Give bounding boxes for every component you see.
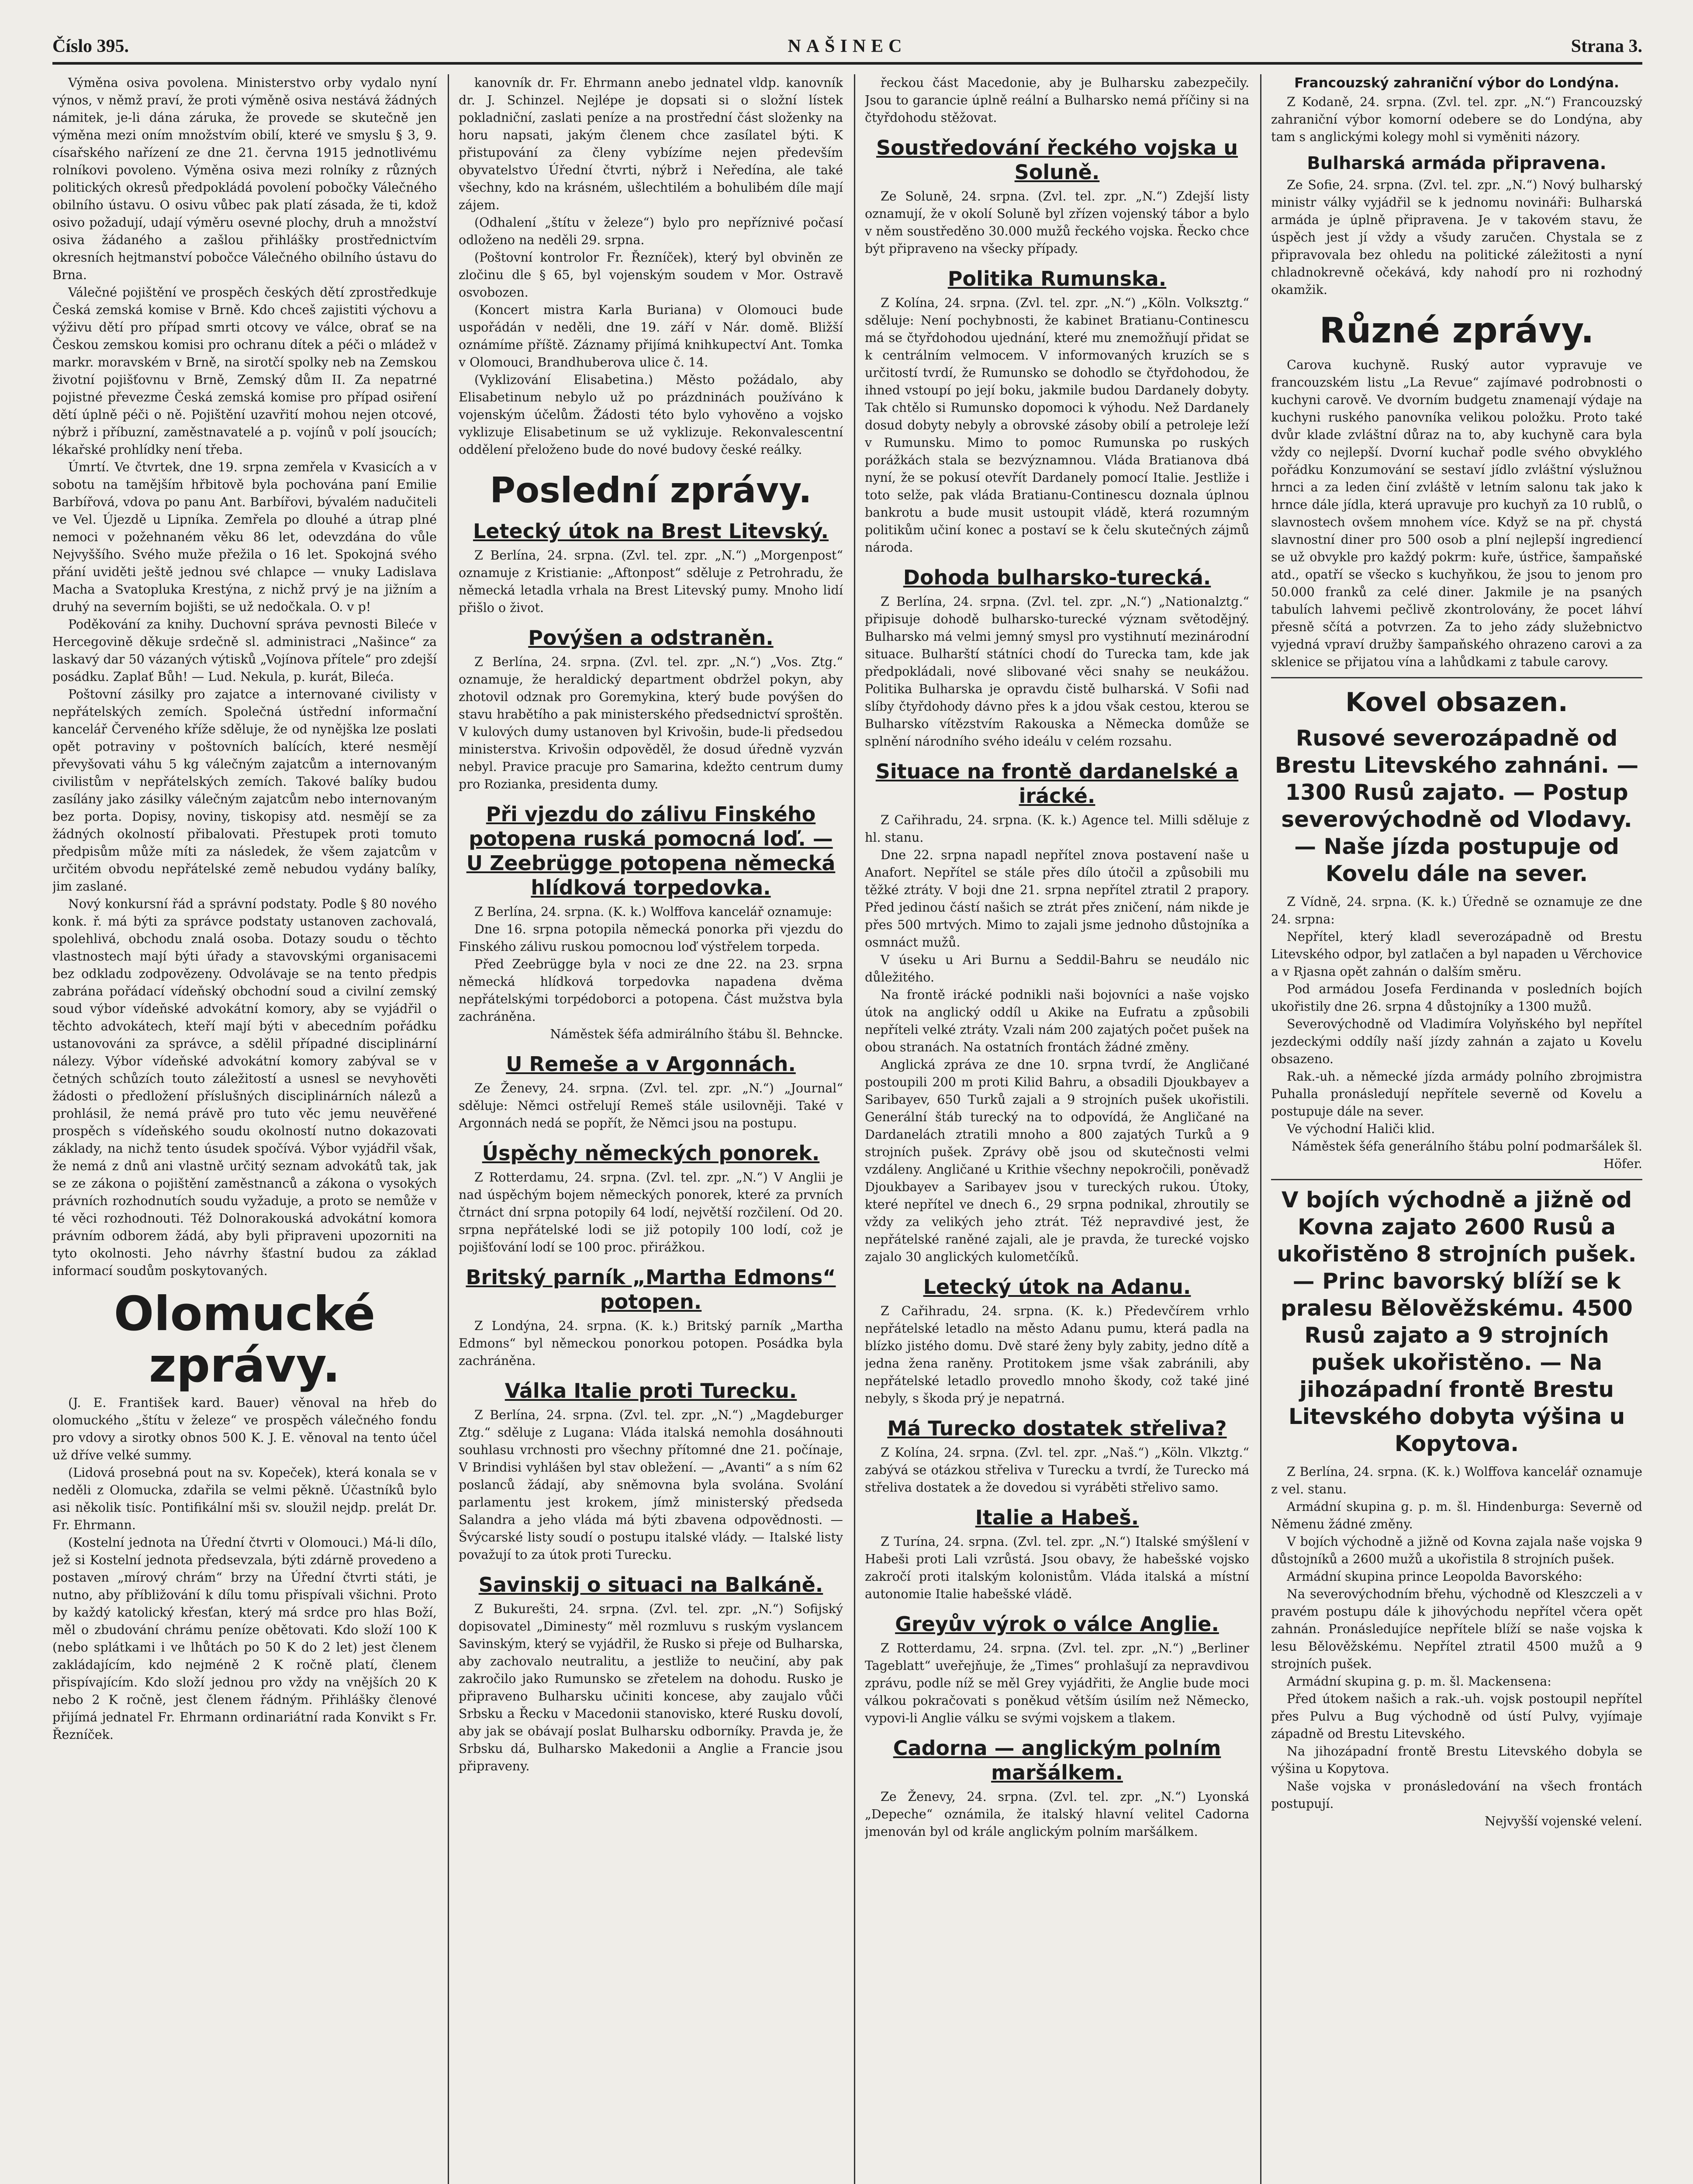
paragraph: (J. E. František kard. Bauer) věnoval na hřeb do olomuckého „štítu v železe“ ve prospěch válečného fondu pro vdovy a sirotky obnos 500 K. J. E. věnoval na tento účel už dříve velké summy. (52, 1396, 437, 1462)
paragraph: Z Berlína, 24. srpna. (K. k.) Wolffova kancelář oznamuje z vel. stanu. (1271, 1465, 1642, 1496)
paragraph: Ze Ženevy, 24. srpna. (Zvl. tel. zpr. „N.“) „Journal“ sděluje: Němci ostřelují Remeš stále usilovněji. Také v Argonnách nedá se popřít, že Němci jsou na postupu. (459, 1081, 843, 1130)
paragraph: Z Cařihradu, 24. srpna. (K. k.) Předevčírem vrhlo nepřátelské letadlo na město Adanu pumu, která padla na blízko jistého domu. Dvě staré ženy byly zabity, jedno dítě a jedna žena raněny. Protitokem jsme však zabránili, aby nepřátelské letadlo provedlo mnoho škody, což také jiné nebyly, s škoda prý je nepatrná. (865, 1304, 1249, 1406)
paragraph: Z Berlína, 24. srpna. (Zvl. tel. zpr. „N.“) „Morgenpost“ oznamuje z Kristianie: „Aftonpost“ sděluje z Petrohradu, že německá letadla vrhala na Brest Litevský pumy. Mnoho lidí přišlo o život. (459, 548, 843, 615)
paragraph: (Poštovní kontrolor Fr. Řezníček), který byl obviněn ze zločinu dle § 65, byl vojenským soudem v Mor. Ostravě osvobozen. (459, 250, 843, 300)
headline: Úspěchy německých ponorek. (482, 1141, 820, 1165)
headline: Soustředování řeckého vojska u Soluně. (876, 136, 1238, 184)
divider (1271, 1179, 1642, 1180)
paragraph: V bojích východně a jižně od Kovna zajala naše vojska 9 důstojníků a 2600 mužů a ukořistila 8 strojních pušek. (1271, 1534, 1642, 1566)
paragraph: Z Berlína, 24. srpna. (Zvl. tel. zpr. „N.“) „Nationalztg.“ připisuje dohodě bulharsko-turecké význam světodějný. Bulharsko má velmi jemný smysl pro vystihnutí mezinárodní situace. Bulharští státníci chodí do Turecka tam, kde jak předpokládali, nové slibované věci snahy se neukážou. Politika Bulharska je opravdu čistě bulharská. V Sofii nad slíby čtyřdohody dávno přes k a jdou však cestou, kterou se Bulharsko vítězstvím Rakouska a Německa domůže se splnění národního svého ideálu v celém rozsahu. (865, 594, 1249, 749)
signature-line: Náměstek šéfa generálního štábu polní podmaršálek šl. Höfer. (1291, 1139, 1642, 1171)
paragraph: řeckou část Macedonie, aby je Bulharsku zabezpečily. Jsou to garancie úplně reální a Bulharsko nemá příčiny si na čtyřdohodu stěžovat. (865, 76, 1249, 125)
paragraph: Na jihozápadní frontě Brestu Litevského dobyla se výšina u Kopytova. (1271, 1744, 1642, 1776)
headline: Kovel obsazen. (1345, 687, 1568, 718)
paragraph: Anglická zpráva ze dne 10. srpna tvrdí, že Angličané postoupili 200 m proti Kilid Bahru, a obsadili Djoukbayev a Saribayev, 650 Turků zajali a 9 strojních pušek ukořistili. Generální štáb turecký na to odpovídá, že Angličané na Dardanelách ztratili mnoho a 800 zajatých Turků a 9 strojních pušek. Zprávy obě jsou od skutečnosti velmi vzdáleny. Angličané u Krithie všechny nepokročili, poněvadž Djoukbayev a Saribayev jsou v tureckých rukou. Útoky, které nepřítel ve dnech 6., 29 srpna podnikal, zhroutily se vždy za velikých jeho ztrát. Též nepravdivé jest, že nepřátelské raněné zajali, ale je pravda, že turecké vojsko zajalo 30 anglických kulometčíků. (865, 1057, 1249, 1264)
headline: Situace na frontě dardanelské a irácké. (875, 760, 1239, 808)
paragraph: Ze Soluně, 24. srpna. (Zvl. tel. zpr. „N.“) Zdejší listy oznamují, že v okolí Soluně byl zřízen vojenský tábor a bylo v něm soustředěno 30.000 mužů řeckého vojska. Řecko chce být připraveno na všecky případy. (865, 189, 1249, 256)
headline: Italie a Habeš. (975, 1506, 1139, 1529)
paragraph: Před útokem našich a rak.-uh. vojsk postoupil nepřítel přes Pulvu a Bug východně od ústí Pulvy, vyjímaje západně od Brestu Litevského. (1271, 1692, 1642, 1741)
subheadline: V bojích východně a jižně od Kovna zajato 2600 Rusů a ukořistěno 8 strojních pušek. — Princ bavorský blíží se k pralesu Bělověžskému. 4500 Rusů zajato a 9 strojních pušek ukořistěno. — Na jihozápadní frontě Brestu Litevského dobyta výšina u Kopytova. (1277, 1187, 1637, 1456)
column-rule (854, 74, 855, 2184)
column-rule (1260, 74, 1261, 2184)
paragraph: Ve východní Haliči klid. (1287, 1122, 1435, 1136)
paragraph: Z Kolína, 24. srpna. (Zvl. tel. zpr. „Naš.“) „Köln. Vlkztg.“ zabývá se otázkou střeliva v Turecku a tvrdí, že Turecko má střeliva dostatek a že dovedou si vyráběti střelivo samo. (865, 1445, 1249, 1495)
section-heading: Různé zprávy. (1319, 310, 1594, 351)
subheadline: Francouzský zahraniční výbor do Londýna. (1294, 75, 1619, 91)
paragraph: (Lidová prosebná pout na sv. Kopeček), která konala se v neděli z Olomucka, zdařila se velmi pěkně. Účastníků bylo asi několik tisíc. Pontifikální mši sv. sloužil nejdp. prelát Dr. Fr. Ehrmann. (52, 1465, 437, 1532)
paragraph: Dne 16. srpna potopila německá ponorka při vjezdu do Finského zálivu ruskou pomocnou loď výstřelem torpeda. (459, 922, 843, 954)
column-rule (448, 74, 449, 2184)
paragraph: Severovýchodně od Vladimíra Volyňského byl nepřítel jezdeckými oddíly naší jízdy zahnán a zajato u Kovelu obsazeno. (1271, 1017, 1642, 1066)
paragraph: Na frontě irácké podnikli naši bojovníci a naše vojsko útok na anglický oddíl u Akike na Eufratu a způsobili nepříteli velké ztráty. Vzali nám 200 zajatých počet pušek na obou stranách. Na ostatních frontách žádné změny. (865, 988, 1249, 1054)
section-heading: Poslední zprávy. (490, 470, 812, 511)
headline: Politika Rumunska. (947, 267, 1167, 290)
paragraph: Ze Ženevy, 24. srpna. (Zvl. tel. zpr. „N.“) Lyonská „Depeche“ oznámila, že italský hlavní velitel Cadorna jmenován byl od krále anglickým polním maršálkem. (865, 1790, 1249, 1839)
paragraph: Na severovýchodním břehu, východně od Kleszczeli a v pravém postupu dále k jihovýchodu nepřítel včera opět zahnán. Pronásledujíce nepřítele blíží se naše vojska k lesu Bělověžskému. Nepřítel ztratil 4500 mužů a 9 strojních pušek. (1271, 1587, 1642, 1671)
signature-line: Nejvyšší vojenské velení. (1485, 1814, 1642, 1828)
headline: Letecký útok na Adanu. (923, 1275, 1191, 1299)
paragraph: Z Kodaně, 24. srpna. (Zvl. tel. zpr. „N.“) Francouzský zahraniční výbor komorní odebere se do Londýna, aby tam s anglickými kolegy mohl si vyměniti názory. (1271, 95, 1642, 144)
paragraph: Ze Sofie, 24. srpna. (Zvl. tel. zpr. „N.“) Nový bulharský ministr války vyjádřil se k jednomu novináři: Bulharská armáda je úplně připravena. Je v takovém stavu, že úspěch jest jí vždy a všudy zaručen. Chystala se z připravovala bez ohledu na politické záležitosti a nyní chladnokrevně očekává, kdy nahodí pro ni rozhodný okamžik. (1271, 178, 1642, 297)
paragraph: Armádní skupina g. p. m. šl. Hindenburga: Severně od Němenu žádné změny. (1271, 1500, 1642, 1531)
headline: Při vjezdu do zálivu Finského potopena ruská pomocná loď. — U Zeebrügge potopena německá hlídková torpedovka. (466, 802, 836, 899)
paragraph: (Odhalení „štítu v železe“) bylo pro nepříznivé počasí odloženo na neděli 29. srpna. (459, 215, 843, 247)
paragraph: kanovník dr. Fr. Ehrmann anebo jednatel vldp. kanovník dr. J. Schinzel. Nejlépe je dopsati si o složní lístek pokladniční, zaslati peníze a na prostřední část složenky na horu napsati, jakým členem chce zasílatel býti. K přistupování za členy vybízíme nejen především obyvatelstvo Úřední čtvrti, nýbrž i Neředína, ale také všechny, kdo na krásném, ušlechtilém a bohulibém díle mají zájem. (459, 76, 843, 212)
paragraph: Z Berlína, 24. srpna. (K. k.) Wolffova kancelář oznamuje: (474, 905, 832, 919)
paragraph: Z Bukurešti, 24. srpna. (Zvl. tel. zpr. „N.“) Sofijský dopisovatel „Diminesty“ měl rozmluvu s ruským vyslancem Savinským, který se vyjádřil, že Rusko si přeje od Bulharska, aby zachovalo neutralitu, a jestliže to neučiní, aby pak zakročilo jako Rumunsko se zřetelem na dohodu. Rusko je připraveno Bulharsku učiniti koncese, aby zaujalo vůči Srbsku a Řecku v Macedonii stanovisko, které Rusku dovolí, aby jak se obávají poslat Bulharsku odborníky. Pravda je, že Srbsku dá, Bulharsko Makedonii a Anglie a Francie jsou připraveny. (459, 1602, 843, 1773)
issue-number: Číslo 395. (52, 36, 129, 56)
paragraph: Výměna osiva povolena. Ministerstvo orby vydalo nyní výnos, v němž praví, že proti výměně osiva nestává žádných námitek, je-li dána záruka, že provede se skutečně jen výměna mezi oním množstvím obilí, které ve smyslu § 3, 9. císařského nařízení ze dne 21. června 1915 jednotlivému rolníkovi povoleno. Výměna osiva mezi rolníky z různých politických okresů předpokládá povolení pobočky Válečného obilního ústavu. O osivu vůbec pak platí zásada, že ti, kdož osivo požadují, udají výměru osevné plochy, druh a množství osiva žádaného a zašlou přihlášky prostřednictvím okresních hejtmanství pobočce Válečného obilního ústavu do Brna. (52, 76, 437, 282)
section-heading: Olomucké zprávy. (114, 1287, 376, 1393)
newspaper-title: NAŠINEC (788, 36, 907, 56)
headline: U Remeše a v Argonnách. (506, 1052, 796, 1076)
signature-line: Náměstek šéfa admirálního štábu šl. Behncke. (550, 1027, 843, 1041)
headline: Má Turecko dostatek střeliva? (887, 1417, 1227, 1440)
divider (1271, 677, 1642, 678)
paragraph: (Kostelní jednota na Úřední čtvrti v Olomouci.) Má-li dílo, jež si Kostelní jednota předsevzala, býti zdárně provedeno a postaven „mírový chrám“ brzy na Úřední čtvrti státi, je nutno, aby příbližování k dílu tomu přispívali všichni. Proto by každý katolický křesťan, který má srdce pro hlas Boží, měl o zbudování chrámu peníze obětovati. Kdo složí 100 K (nebo splátkami i ve lhůtách po 50 K do 2 let) jest členem zakládajícím, kdo nejméně 2 K ročně platí, členem přispívajícím. Kdo složí jednou pro vždy na vnějších 20 K nebo 2 K ročně, jest členem řádným. Přihlášky členové přijímá jednatel Fr. Ehrmann ordinariátní rada Konvikt s Fr. Řezníček. (52, 1535, 437, 1742)
column-1 (52, 74, 437, 2184)
headline: Povýšen a odstraněn. (528, 626, 774, 650)
page-header (52, 31, 1642, 65)
paragraph: Armádní skupina g. p. m. šl. Mackensena: (1287, 1674, 1551, 1689)
headline: Greyův výrok o válce Anglie. (895, 1612, 1219, 1636)
subheadline: Rusové severozápadně od Brestu Litevského zahnáni. — 1300 Rusů zajato. — Postup severovýchodně od Vlodavy. — Naše jízda postupuje od Kovelu dále na sever. (1275, 726, 1639, 886)
paragraph: Z Londýna, 24. srpna. (K. k.) Britský parník „Martha Edmons“ byl německou ponorkou potopen. Posádka byla zachráněna. (459, 1319, 843, 1368)
paragraph: Z Turína, 24. srpna. (Zvl. tel. zpr. „N.“) Italské smýšlení v Habeši proti Lali vzrůstá. Jsou obavy, že habešské vojsko zakročí proti italským kolonistům. Vláda italská a místní autonomie Italie habešské vládě. (865, 1534, 1249, 1601)
paragraph: Před Zeebrügge byla v noci ze dne 22. na 23. srpna německá hlídková torpedovka napadena dvěma nepřátelskými torpédoborci a potopena. Část mužstva byla zachráněna. (459, 957, 843, 1024)
paragraph: Dne 22. srpna napadl nepřítel znova postavení naše u Anafort. Nepřítel se stále přes dílo útočil a způsobili mu těžké ztráty. V boji dne 21. srpna nepřítel ztratil 2 prapory. Před jedinou částí našich se ztrát přes zničení, nám nikde je přes 500 mrtvých. Mimo to zajali jsme jednoho důstojníka a osmnáct mužů. (865, 848, 1249, 950)
column-4 (1271, 74, 1642, 2184)
column-3 (865, 74, 1249, 2184)
paragraph: Pod armádou Josefa Ferdinanda v posledních bojích ukořistily dne 26. srpna 4 důstojníky a 1300 mužů. (1271, 982, 1642, 1014)
subheadline: Bulharská armáda připravena. (1307, 153, 1607, 173)
paragraph: Z Berlína, 24. srpna. (Zvl. tel. zpr. „N.“) „Magdeburger Ztg.“ sděluje z Lugana: Vláda italská nemohla dosáhnouti souhlasu vrchnosti pro všechny přítomné dne 21. počínaje, V Brindisi vyhlášen byl stav obležení. — „Avanti“ a s ním 62 poslanců žádají, aby sněmovna byla svolána. Svolání parlamentu jest krokem, jímž ministerský předseda Salandra a jeho vláda má býti zbavena odpovědnosti. — Švýcarské listy soudí o postupu italské vlády. — Italské listy považují to za útok proti Turecku. (459, 1408, 843, 1562)
paragraph: Naše vojska v pronásledování na všech frontách postupují. (1271, 1779, 1642, 1811)
paragraph: V úseku u Ari Burnu a Seddil-Bahru se neudálo nic důležitého. (865, 953, 1249, 985)
paragraph: Poděkování za knihy. Duchovní správa pevnosti Bileće v Hercegovině děkuje srdečně sl. administraci „Našince“ za laskavý dar 50 vázaných výtisků „Vojínova přítele“ pro zdejší posádku. Zaplať Bůh! — Lud. Nekula, p. kurát, Bileća. (52, 617, 437, 684)
paragraph: Poštovní zásilky pro zajatce a internované civilisty v nepřátelských zemích. Společná ústřední informační kancelář Červeného kříže sděluje, že od nynějška lze poslati opět potraviny v poštovních balících, které nesmějí převyšovati váhu 5 kg válečným zajatcům a internovaným civilistům v nepřátelských zemích. Takové balíky budou zasílány jako zásilky válečným zajatcům nebo internovaným bez porta. Dopisy, noviny, tiskopisy atd. nesmějí se za žádných okolností přibalovati. Přestupek proti tomuto předpisům může míti za následek, že všem zajatcům v určitém obvodu nepřátelské země nebudou vydány balíky, jim zaslané. (52, 687, 437, 894)
paragraph: Nepřítel, který kladl severozápadně od Brestu Litevského odpor, byl zatlačen a byl napaden u Věrchovice a v Rjasna opět zahnán o dalším směru. (1271, 930, 1642, 979)
paragraph: Rak.-uh. a německé jízda armády polního zbrojmistra Puhalla pronásledují nepřítele severně od Kovelu a postupuje dále na sever. (1271, 1069, 1642, 1119)
paragraph: Z Berlína, 24. srpna. (Zvl. tel. zpr. „N.“) „Vos. Ztg.“ oznamuje, že heraldický department obdržel pokyn, aby zhotovil odznak pro Goremykina, který bude povýšen do stavu hrabětího a pak ministerského předsednictví sproštěn. V kulových dumy ustanoven byl Krivošin, bude-li předsedou ministerstva. Krivošin odpověděl, že dosud úředně vyzván nebyl. Pravice pracuje pro Samarina, kdežto centrum dumy pro Rozianka, presidenta dumy. (459, 655, 843, 791)
column-2 (459, 74, 843, 2184)
paragraph: Úmrtí. Ve čtvrtek, dne 19. srpna zemřela v Kvasicích a v sobotu na tamějším hřbitově byla pochována paní Emilie Barbířová, vdova po panu Ant. Barbířovi, bývalém nadučiteli ve Vel. Újezdě u Lipníka. Zemřela po dlouhé a útrap plné nemoci v požehnaném věku 86 let, odevzdána do vůle Nejvyššího. Svého muže přežila o 16 let. Spokojná svého přání uviděti ještě jednou své chlapce — vnuky Ladislava Macha a Svatopluka Krestýna, z nichž prvý je na jižním a druhý na severním bojišti, se už nedočkala. O. v p! (52, 460, 437, 614)
paragraph: Z Rotterdamu, 24. srpna. (Zvl. tel. zpr. „N.“) „Berliner Tageblatt“ uveřejňuje, že „Times“ prohlašují za nepravdivou zprávu, podle níž se měl Grey vyjádřiti, že Anglie bude moci válkou pokračovati s poněkud větším úsilím než Německo, vypovi-li Anglie válku se svými vojskem a tlakem. (865, 1641, 1249, 1725)
paragraph: (Koncert mistra Karla Buriana) v Olomouci bude uspořádán v neděli, dne 19. září v Nár. domě. Bližší oznámíme příště. Záznamy přijímá knihkupectví Ant. Tomka v Olomouci, Brandhuberova ulice č. 14. (459, 303, 843, 370)
headline: Válka Italie proti Turecku. (504, 1379, 797, 1403)
page-number: Strana 3. (1571, 36, 1642, 56)
paragraph: Armádní skupina prince Leopolda Bavorského: (1287, 1569, 1582, 1584)
paragraph: Z Vídně, 24. srpna. (K. k.) Úředně se oznamuje ze dne 24. srpna: (1271, 895, 1642, 926)
paragraph: (Vyklizování Elisabetina.) Město požádalo, aby Elisabetinum nebylo už po prázdninách používáno k vojenským účelům. Žádosti této bylo vyhověno a vojsko vyklizuje Elisabetinum se už vyklizuje. Rekonvalescentní oddělení přeloženo bude do nové budovy české reálky. (459, 373, 843, 457)
paragraph: Z Rotterdamu, 24. srpna. (Zvl. tel. zpr. „N.“) V Anglii je nad úspěchým bojem německých ponorek, které za prvních čtrnáct dní srpna potopily 64 lodí, největší rozčilení. Od 20. srpna nepřátelské lodi se již potopily 100 lodí, což je pojišťování lodí se 100 proc. přirážkou. (459, 1170, 843, 1254)
paragraph: Z Cařihradu, 24. srpna. (K. k.) Agence tel. Milli sděluje z hl. stanu. (865, 813, 1249, 845)
headline: Cadorna — anglickým polním maršálkem. (893, 1736, 1221, 1784)
headline: Letecký útok na Brest Litevský. (473, 519, 829, 543)
paragraph: Z Kolína, 24. srpna. (Zvl. tel. zpr. „N.“) „Köln. Volksztg.“ sděluje: Není pochybnosti, že kabinet Bratianu-Continescu má se čtyřdohodou ujednání, které mu znemožňují přidat se k centrálním velmocem. V informovaných kruzích se s určitostí tvrdí, že Rumunsko se dohodlo se čtyřdohodou, že ihned vstoupí po její boku, jakmile budou Dardanely dobyty. Tak chtělo si Rumunsko dopomoci k výhodu. Než Dardanely dosud dobyty nebyly a obrovské zásoby obilí a petroleje leží v Rumunsku. Mimo to pomoc Rumunska po ruských porážkách stala se bezvýznamnou. Vláda Bratianova dbá nyní, že se pokusí otevřít Dardanely pomocí Italie. Jestliže i toto selže, pak vláda Bratianu-Continescu doznala úplnou bankrotu a bude musit ustoupit vládě, která rozumným politikům učiní konec a postaví se k čelu skutečných zájmů národa. (865, 296, 1249, 555)
paragraph: Nový konkursní řád a správní podstaty. Podle § 80 nového konk. ř. má býti za správce podstaty ustanoven zachovalá, spolehlivá, obchodu znalá osoba. Dotazy soudu o těchto vlastnostech mají býti úřady a stavovskými organisacemi bez odkladu zodpovězeny. Odvolávaje se na tento předpis zabrána pořádací vídeňský obchodní soud a civilní zemský soud výbor vídeňské advokátní komory, aby se vyjádřil o těchto advokátech, kteří mají býti v abecedním pořádku ustanovováni za správce, a sdělil případné disciplinární nálezy. Výbor vídeňské advokátní komory zabýval se v četných schůzích touto záležitostí a usnesl se nevyhověti žádosti o předložení příslušných disciplinárních nálezů a prohlásil, že nemá právě pro tuto věc jemu neuvěřené prospěch s vídeňského soudu okolností nutno dokazovati základy, na nichž tento úsudek spočívá. Výbor vyjádřil však, že nemá z dnů ani vlastně určitý seznam advokátů tak, jak se ze zákona o pojištění zaměstnanců a zákona o vysokých právních rozhodnutích soudu vyžaduje, a proto se nemůže v té věci rozhodnouti. Též Dolnorakouská advokátní komora právním odborem žádá, aby byli připraveni upozorniti na tyto okolnosti. Jeho návrhy šťastní budou za základ informací soudům poskytovaných. (52, 897, 437, 1278)
headline: Britský parník „Martha Edmons“ potopen. (466, 1265, 836, 1313)
headline: Savinskij o situaci na Balkáně. (478, 1573, 823, 1597)
paragraph: Carova kuchyně. Ruský autor vypravuje ve francouzském listu „La Revue“ zajímavé podrobnosti o kuchyni carově. Ve dvorním budgetu znamenají výdaje na kuchyni ruského panovníka velikou položku. Proto také dvůr klade zvláštní důraz na to, aby kuchyně cara byla vždy co nejlepší. Dvorní kuchař podle svého obvyklého pořádku Konzumování se sestaví jídlo zvláštní výslužnou hrnci a za leden činí zvláště v letním salonu tak jako k hrnce dále jídla, která upravuje pro kuchyň za 10 rublů, o slavnostech ovšem mnohem více. Když se na př. chystá slavnostní diner pro 500 osob a plní nejlepší ingrediencí se už obvykle pro každý pokrm: kuře, ústřice, šampaňské atd., opatří se všecko s kuchyňkou, že jsou to jenom pro 50.000 franků za celé diner. Jakmile je na psaných tabulích lahvemi pečlivě zkontrolovány, že pocet láhví přesně sčítá a potvrzen. Za to jeho zády služebnictvo vyjedná vpraví družby šampaňského ohrazeno carovi a za sklenice se přijatou vína a lahůdkami z tabule carovy. (1271, 358, 1642, 669)
headline: Dohoda bulharsko-turecká. (903, 566, 1211, 589)
paragraph: Válečné pojištění ve prospěch českých dětí zprostředkuje Česká zemská komise v Brně. Kdo chceš zajistiti výchovu a výživu dětí pro případ smrti otcovy ve válce, obrať se na Českou zemskou komisi pro ochranu dítek a péči o mládež v markr. moravském v Brně, na sirotčí spolky neb na Zemskou životní pojišťovnu v Brně, Zemský dům II. Za nepatrné pojistné převezme Česká zemská komise pro případ osiření dětí úplně péči o ně. Pojištění uzavřití mohou nejen otcové, nýbrž i příbuzní, zaměstnavatelé a p. vojínů v polí jsoucích; lékařské prohlídky není třeba. (52, 285, 437, 457)
